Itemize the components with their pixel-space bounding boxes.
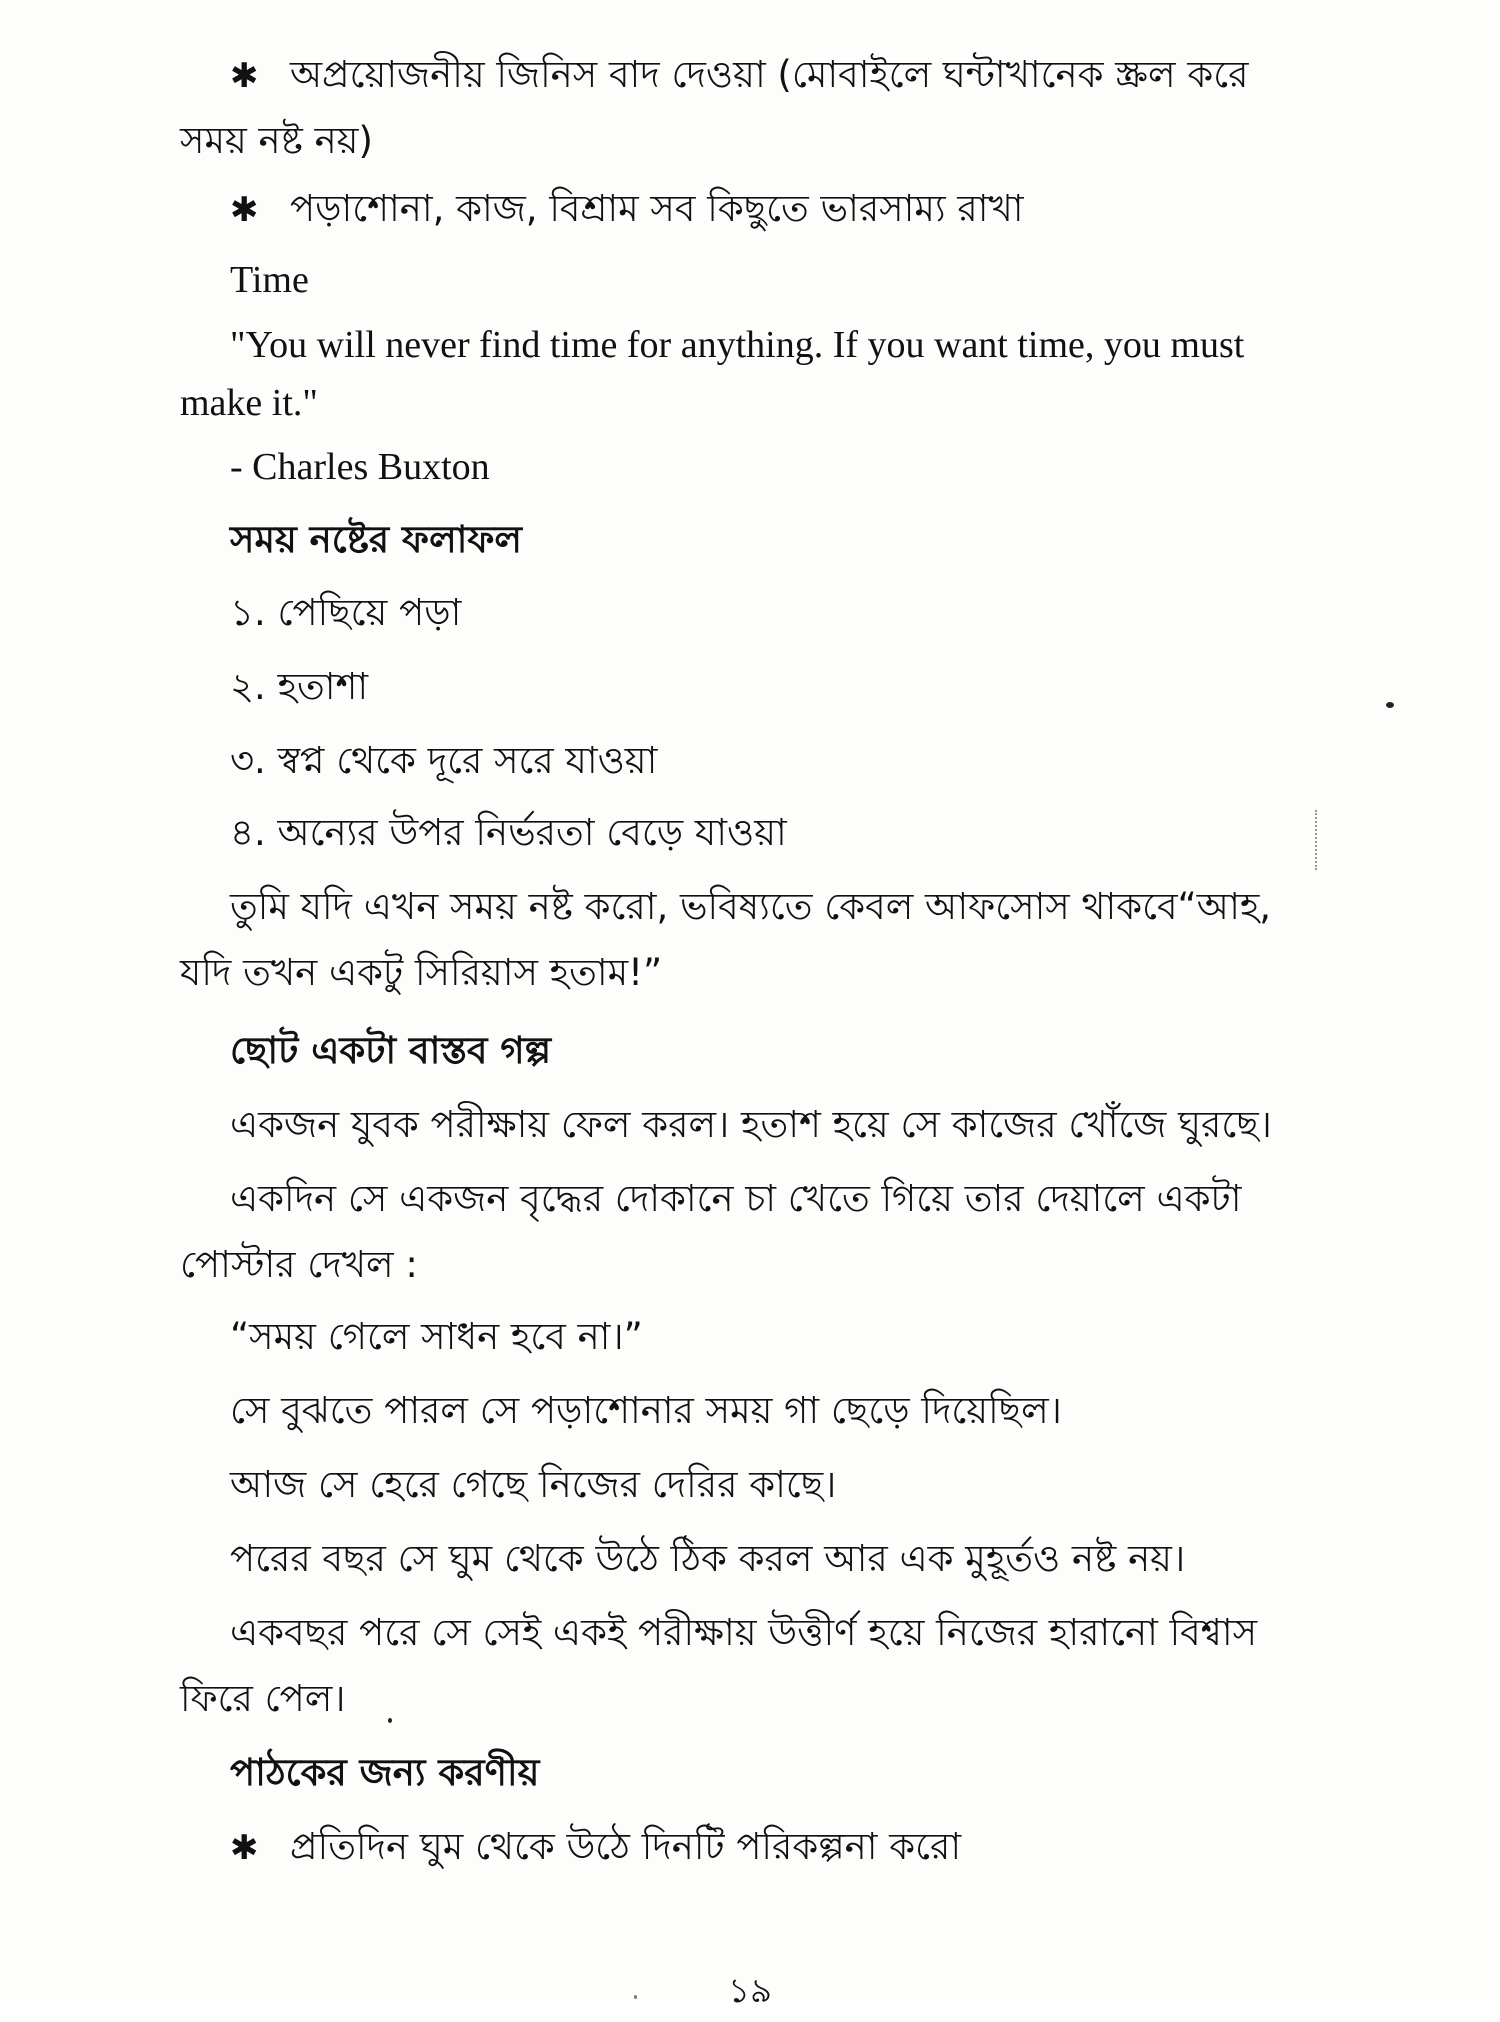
bullet-text-2: পড়াশোনা, কাজ, বিশ্রাম সব কিছুতে ভারসাম্য রাখা xyxy=(290,187,1024,230)
section-heading-story: ছোট একটা বাস্তব গল্প xyxy=(230,1029,552,1072)
scan-speck xyxy=(388,1718,392,1723)
story-line-1: একজন যুবক পরীক্ষায় ফেল করল। হতাশ হয়ে সে কাজের খোঁজে ঘুরছে। xyxy=(230,1103,1272,1146)
numbered-item-3: ৩. স্বপ্ন থেকে দূরে সরে যাওয়া xyxy=(230,739,658,782)
quote-author: - Charles Buxton xyxy=(230,446,490,488)
bullet-text-1: অপ্রয়োজনীয় জিনিস বাদ দেওয়া (মোবাইলে ঘন্টাখানেক স্ক্রল করে xyxy=(290,53,1249,96)
page-number: ১৯ xyxy=(727,1971,773,2011)
paragraph-regret-continued: যদি তখন একটু সিরিয়াস হতাম!” xyxy=(180,951,663,994)
story-line-2: একদিন সে একজন বৃদ্ধের দোকানে চা খেতে গিয়ে তার দেয়ালে একটা xyxy=(230,1177,1242,1220)
story-line-4: সে বুঝতে পারল সে পড়াশোনার সময় গা ছেড়ে দিয়েছিল। xyxy=(230,1389,1062,1432)
story-line-5: আজ সে হেরে গেছে নিজের দেরির কাছে। xyxy=(230,1463,837,1506)
numbered-item-1: ১. পেছিয়ে পড়া xyxy=(230,591,462,634)
bullet-line-2 xyxy=(230,174,1360,245)
asterisk-bullet-icon: ✱ xyxy=(230,190,259,230)
scan-speck xyxy=(1386,702,1394,708)
story-line-2-continued: পোস্টার দেখল : xyxy=(180,1243,418,1286)
quote-line-continued: make it." xyxy=(180,382,318,424)
section-heading-todo: পাঠকের জন্য করণীয় xyxy=(230,1751,540,1794)
bullet-line-3 xyxy=(230,1812,1360,1883)
paragraph-regret: তুমি যদি এখন সময় নষ্ট করো, ভবিষ্যতে কেবল আফসোস থাকবে“আহ, xyxy=(230,885,1272,928)
story-line-7: একবছর পরে সে সেই একই পরীক্ষায় উত্তীর্ণ হয়ে নিজের হারানো বিশ্বাস xyxy=(230,1611,1258,1654)
bullet-line-1 xyxy=(230,40,1360,111)
bullet-line-1-continued: সময় নষ্ট নয়) xyxy=(180,119,373,162)
section-heading-consequences: সময় নষ্টের ফলাফল xyxy=(230,518,522,561)
numbered-item-2: ২. হতাশা xyxy=(230,665,369,708)
story-line-6: পরের বছর সে ঘুম থেকে উঠে ঠিক করল আর এক মুহূর্তও নষ্ট নয়। xyxy=(230,1537,1186,1580)
scan-mark xyxy=(1315,810,1319,870)
quote-line: "You will never find time for anything. If you want time, you must xyxy=(230,324,1245,366)
asterisk-bullet-icon: ✱ xyxy=(230,56,259,96)
numbered-item-4: ৪. অন্যের উপর নির্ভরতা বেড়ে যাওয়া xyxy=(230,811,787,854)
bullet-text-3: প্রতিদিন ঘুম থেকে উঠে দিনটি পরিকল্পনা করো xyxy=(290,1825,962,1868)
time-heading: Time xyxy=(230,259,309,301)
story-line-7-continued: ফিরে পেল। xyxy=(180,1677,346,1720)
asterisk-bullet-icon: ✱ xyxy=(230,1828,259,1868)
story-line-3: “সময় গেলে সাধন হবে না।” xyxy=(230,1315,643,1358)
scan-speck xyxy=(634,1995,637,1999)
